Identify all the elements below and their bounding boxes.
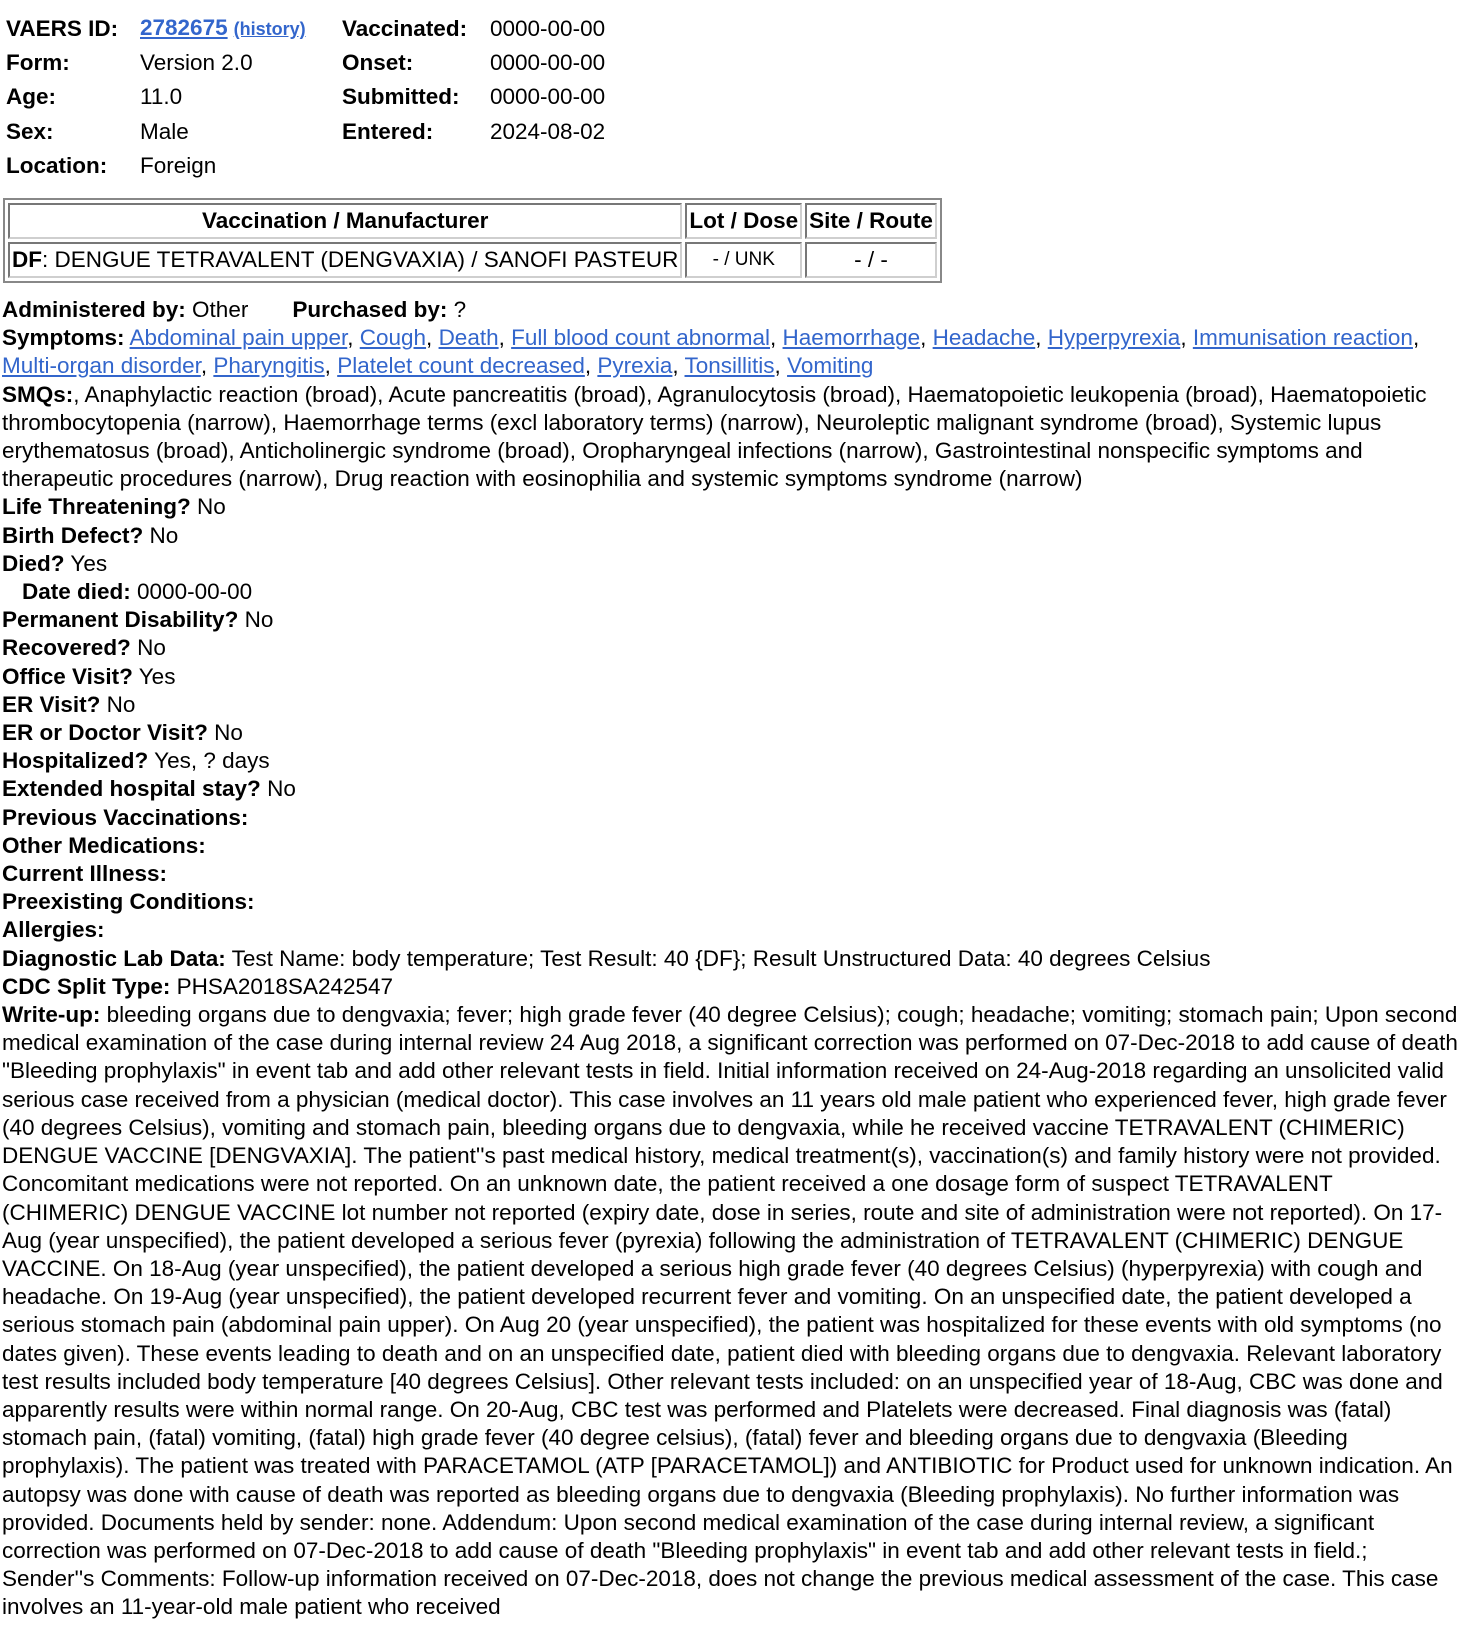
- form-label: Form:: [6, 50, 70, 76]
- er-visit-value: No: [106, 691, 136, 717]
- symptoms-row: [2, 324, 1458, 380]
- writeup-text: bleeding organs due to dengvaxia; fever; high grade fever (40 degree Celsius); cough; headache; vomiting; stomach pain; Upon second medical examination of the case during internal review 24 Aug 2018, a significant correction was performed on 07-Dec-2018 to add cause of death "Bleeding prophylaxis" in event tab and add other relevant tests in field. Initial information received on 24-Aug-2018 regarding an unsolicited valid serious case received from a physician (medical doctor). This case involves an 11 years old male patient who experienced fever, high grade fever (40 degrees Celsius), vomiting and stomach pain, bleeding organs due to dengvaxia, while he received vaccine TETRAVALENT (CHIMERIC) DENGUE VACCINE [DENGVAXIA]. The patient''s past medical history, medical treatment(s), vaccination(s) and family history were not provided. Concomitant medications were not reported. On an unknown date, the patient received a one dosage form of suspect TETRAVALENT (CHIMERIC) DENGUE VACCINE lot number not reported (expiry date, dose in series, route and site of administration were not reported). On 17-Aug (year unspecified), the patient developed a serious fever (pyrexia) following the administration of TETRAVALENT (CHIMERIC) DENGUE VACCINE. On 18-Aug (year unspecified), the patient developed a serious high grade fever (40 degrees Celsius) (hyperpyrexia) with cough and headache. On 19-Aug (year unspecified), the patient developed recurrent fever and vomiting. On an unspecified date, the patient developed a serious stomach pain (abdominal pain upper). On Aug 20 (year unspecified), the patient was hospitalized for these events with old symptoms (no dates given). These events leading to death and on an unspecified date, patient died with bleeding organs due to dengvaxia. Relevant laboratory test results included body temperature [40 degrees Celsius]. Other relevant tests included: on an unspecified year of 18-Aug, CBC was done and apparently results were within normal range. On 20-Aug, CBC test was performed and Platelets were decreased. Final diagnosis was (fatal) stomach pain, (fatal) vomiting, (fatal) high grade fever (40 degree celsius), (fatal) fever and bleeding organs due to dengvaxia (Bleeding prophylaxis). The patient was treated with PARACETAMOL (ATP [PARACETAMOL]) and ANTIBIOTIC for Product used for unknown indication. An autopsy was done with cause of death was reported as bleeding organs due to dengvaxia (Bleeding prophylaxis). No further information was provided. Documents held by sender: none. Addendum: Upon second medical examination of the case during internal review, a significant correction was performed on 07-Dec-2018 to add cause of death "Bleeding prophylaxis" in event tab and add other relevant tests in field.; Sender''s Comments: Follow-up information received on 07-Dec-2018, does not change the previous medical assessment of the case. This case involves an 11-year-old male patient who received: [2, 1002, 1458, 1620]
- sex-label: Sex:: [6, 118, 54, 144]
- allergies-label: Allergies:: [2, 917, 105, 943]
- life-threatening-value: No: [197, 494, 226, 520]
- symptom-link[interactable]: Immunisation reaction: [1192, 325, 1413, 351]
- symptom-link[interactable]: Cough: [359, 325, 427, 351]
- extended-stay-row: [2, 775, 1458, 803]
- current-illness-label: Current Illness:: [2, 861, 168, 887]
- office-visit-label: Office Visit?: [2, 663, 133, 689]
- lot-dose-header: Lot / Dose: [685, 203, 802, 239]
- permanent-disability-value: No: [244, 607, 274, 633]
- permanent-disability-row: [2, 606, 1458, 634]
- vaccine-header: Vaccination / Manufacturer: [8, 203, 682, 239]
- life-threatening-label: Life Threatening?: [2, 494, 191, 520]
- onset-label: Onset:: [342, 50, 414, 76]
- entered-label: Entered:: [342, 118, 434, 144]
- symptom-link[interactable]: Tonsillitis: [684, 353, 775, 379]
- lab-data-row: [2, 945, 1458, 973]
- life-threatening-row: [2, 493, 1458, 521]
- lab-data-value: Test Name: body temperature; Test Result: 40 {DF}; Result Unstructured Data: 40 degrees Celsius: [231, 945, 1211, 971]
- symptom-link[interactable]: Abdominal pain upper: [129, 325, 348, 351]
- age-label: Age:: [6, 84, 56, 110]
- hospitalized-row: [2, 747, 1458, 775]
- history-link[interactable]: (history): [233, 19, 306, 40]
- submitted-value: 0000-00-00: [490, 84, 606, 110]
- vaccine-table: [3, 198, 942, 283]
- smqs-value: , Anaphylactic reaction (broad), Acute pancreatitis (broad), Agranulocytosis (broad), Haematopoietic leukopenia (broad), Haematopoietic thrombocytopenia (narrow), Haemorrhage terms (excl laboratory terms) (narrow), Neuroleptic malignant syndrome (broad), Systemic lupus erythematosus (broad), Anticholinergic syndrome (broad), Oropharyngeal infections (narrow), Gastrointestinal nonspecific symptoms and therapeutic procedures (narrow), Drug reaction with eosinophilia and systemic symptoms syndrome (narrow): [2, 381, 1427, 492]
- symptom-link[interactable]: Multi-organ disorder: [2, 353, 201, 379]
- vaers-id-label: VAERS ID:: [6, 15, 119, 41]
- allergies-row: [2, 916, 1458, 944]
- symptom-link[interactable]: Death: [438, 325, 499, 351]
- cdc-split-value: PHSA2018SA242547: [176, 973, 394, 999]
- symptom-list: Abdominal pain upper, Cough, Death, Full blood count abnormal, Haemorrhage, Headache, Hyperpyrexia, Immunisation reaction, Multi-organ disorder, Pharyngitis, Platelet count decreased, Pyrexia, Tonsillitis, Vomiting: [2, 325, 1420, 379]
- died-label: Died?: [2, 550, 65, 576]
- sex-value: Male: [140, 118, 189, 144]
- birth-defect-value: No: [149, 522, 179, 548]
- writeup-row: [2, 1001, 1458, 1621]
- smqs-label: SMQs:: [2, 381, 74, 407]
- extended-stay-value: No: [267, 776, 296, 802]
- form-value: Version 2.0: [140, 50, 253, 76]
- administered-row: [2, 296, 1458, 324]
- report-header: [6, 12, 605, 183]
- cdc-split-row: [2, 973, 1458, 1001]
- recovered-label: Recovered?: [2, 635, 131, 661]
- birth-defect-row: [2, 522, 1458, 550]
- office-visit-value: Yes: [138, 663, 176, 689]
- location-value: Foreign: [140, 152, 217, 178]
- date-died-value: 0000-00-00: [137, 579, 253, 605]
- birth-defect-label: Birth Defect?: [2, 522, 144, 548]
- died-value: Yes: [70, 550, 108, 576]
- er-or-doctor-visit-value: No: [214, 720, 243, 746]
- lab-data-label: Diagnostic Lab Data:: [2, 945, 226, 971]
- previous-vaccinations-label: Previous Vaccinations:: [2, 804, 249, 830]
- er-or-doctor-visit-label: ER or Doctor Visit?: [2, 720, 208, 746]
- other-medications-row: [2, 832, 1458, 860]
- symptom-link[interactable]: Full blood count abnormal: [511, 325, 771, 351]
- writeup-label: Write-up:: [2, 1002, 101, 1028]
- preexisting-row: [2, 888, 1458, 916]
- hospitalized-value: Yes, ? days: [154, 748, 270, 774]
- purchased-by-label: Purchased by:: [292, 297, 448, 322]
- vaccinated-label: Vaccinated:: [342, 15, 468, 41]
- age-value: 11.0: [140, 84, 183, 110]
- hospitalized-label: Hospitalized?: [2, 748, 149, 774]
- symptom-link[interactable]: Platelet count decreased: [337, 353, 585, 379]
- died-row: [2, 550, 1458, 578]
- er-or-doctor-visit-row: [2, 719, 1458, 747]
- recovered-row: [2, 634, 1458, 662]
- vaccine-row: [8, 242, 937, 278]
- current-illness-row: [2, 860, 1458, 888]
- site-route-value: - / -: [805, 242, 937, 278]
- symptom-link[interactable]: Pharyngitis: [213, 353, 325, 379]
- er-visit-row: [2, 691, 1458, 719]
- office-visit-row: [2, 663, 1458, 691]
- administered-by-label: Administered by:: [2, 297, 186, 322]
- symptom-link[interactable]: Headache: [932, 325, 1036, 351]
- other-medications-label: Other Medications:: [2, 832, 206, 858]
- vaccinated-value: 0000-00-00: [490, 15, 606, 41]
- submitted-label: Submitted:: [342, 84, 460, 110]
- er-visit-label: ER Visit?: [2, 691, 101, 717]
- onset-value: 0000-00-00: [490, 50, 606, 76]
- symptom-link[interactable]: Haemorrhage: [782, 325, 921, 351]
- symptom-link[interactable]: Pyrexia: [597, 353, 673, 379]
- symptom-link[interactable]: Hyperpyrexia: [1047, 325, 1181, 351]
- extended-stay-label: Extended hospital stay?: [2, 776, 261, 802]
- vaccine-type: DF: [12, 246, 42, 272]
- date-died-row: [2, 578, 1458, 606]
- previous-vaccinations-row: [2, 804, 1458, 832]
- vaers-id-cell: [140, 12, 342, 46]
- symptoms-label: Symptoms:: [2, 325, 125, 351]
- preexisting-label: Preexisting Conditions:: [2, 889, 255, 915]
- vaers-id-link[interactable]: 2782675: [140, 15, 228, 41]
- recovered-value: No: [137, 635, 166, 661]
- location-label: Location:: [6, 152, 108, 178]
- administered-by-value: Other: [192, 297, 249, 322]
- vaccine-cell: [8, 242, 682, 278]
- permanent-disability-label: Permanent Disability?: [2, 607, 239, 633]
- vaccine-name: : DENGUE TETRAVALENT (DENGVAXIA) / SANOFI PASTEUR: [42, 246, 679, 272]
- symptom-link[interactable]: Vomiting: [787, 353, 874, 379]
- lot-dose-value: - / UNK: [685, 242, 802, 278]
- smqs-row: [2, 381, 1458, 494]
- date-died-label: Date died:: [22, 579, 131, 605]
- site-route-header: Site / Route: [805, 203, 937, 239]
- entered-value: 2024-08-02: [490, 118, 606, 144]
- purchased-by-value: ?: [453, 297, 467, 322]
- cdc-split-label: CDC Split Type:: [2, 973, 171, 999]
- report-fields: [2, 296, 1458, 1622]
